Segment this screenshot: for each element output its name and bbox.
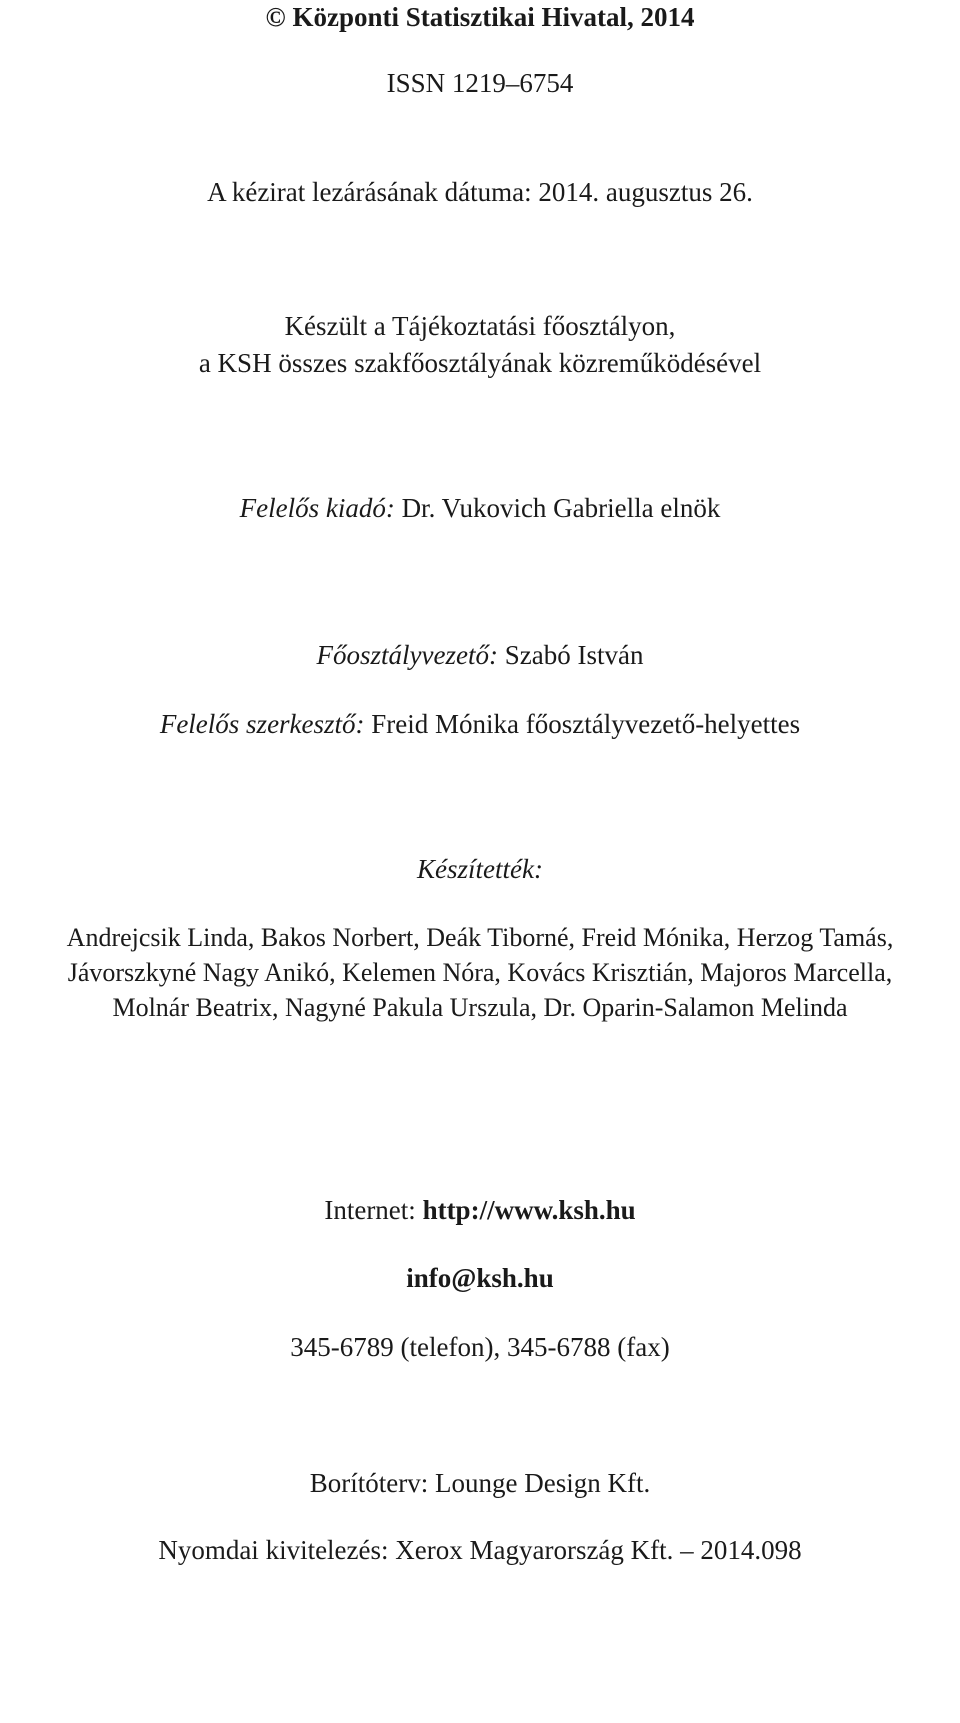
head-of-department-label: Főosztályvezető: — [316, 640, 498, 670]
publisher-value: Dr. Vukovich Gabriella elnök — [401, 493, 721, 523]
publisher-label: Felelős kiadó: — [239, 493, 395, 523]
editor-line — [0, 708, 960, 740]
editor-label: Felelős szerkesztő: — [159, 709, 365, 739]
prepared-line-1: Készült a Tájékoztatási főosztályon, — [284, 311, 676, 341]
head-of-department-value: Szabó István — [504, 640, 644, 670]
publisher-line — [0, 492, 960, 524]
cover-design-line: Borítóterv: Lounge Design Kft. — [309, 1468, 651, 1498]
editor-value: Freid Mónika főosztályvezető-helyettes — [371, 709, 801, 739]
internet-url-link[interactable]: http://www.ksh.hu — [422, 1195, 636, 1225]
authors-line-3: Molnár Beatrix, Nagyné Pakula Urszula, Dr. Oparin-Salamon Melinda — [112, 993, 848, 1022]
head-of-department-line — [0, 639, 960, 671]
phone-line: 345-6789 (telefon), 345-6788 (fax) — [290, 1332, 670, 1362]
closing-date-line: A kézirat lezárásának dátuma: 2014. augusztus 26. — [207, 177, 753, 207]
internet-line — [0, 1194, 960, 1226]
printing-line: Nyomdai kivitelezés: Xerox Magyarország Kft. – 2014.098 — [158, 1535, 802, 1565]
email-link[interactable]: info@ksh.hu — [406, 1263, 554, 1293]
issn-line: ISSN 1219–6754 — [386, 68, 574, 98]
internet-label: Internet: — [324, 1195, 416, 1225]
authors-line-1: Andrejcsik Linda, Bakos Norbert, Deák Tiborné, Freid Mónika, Herzog Tamás, — [66, 923, 894, 952]
prepared-line-2: a KSH összes szakfőosztályának közreműködésével — [198, 348, 762, 378]
authors-line-2: Jávorszkyné Nagy Anikó, Kelemen Nóra, Kovács Krisztián, Majoros Marcella, — [67, 958, 893, 987]
authors-label: Készítették: — [417, 854, 543, 884]
copyright-line: © Központi Statisztikai Hivatal, 2014 — [265, 2, 695, 32]
